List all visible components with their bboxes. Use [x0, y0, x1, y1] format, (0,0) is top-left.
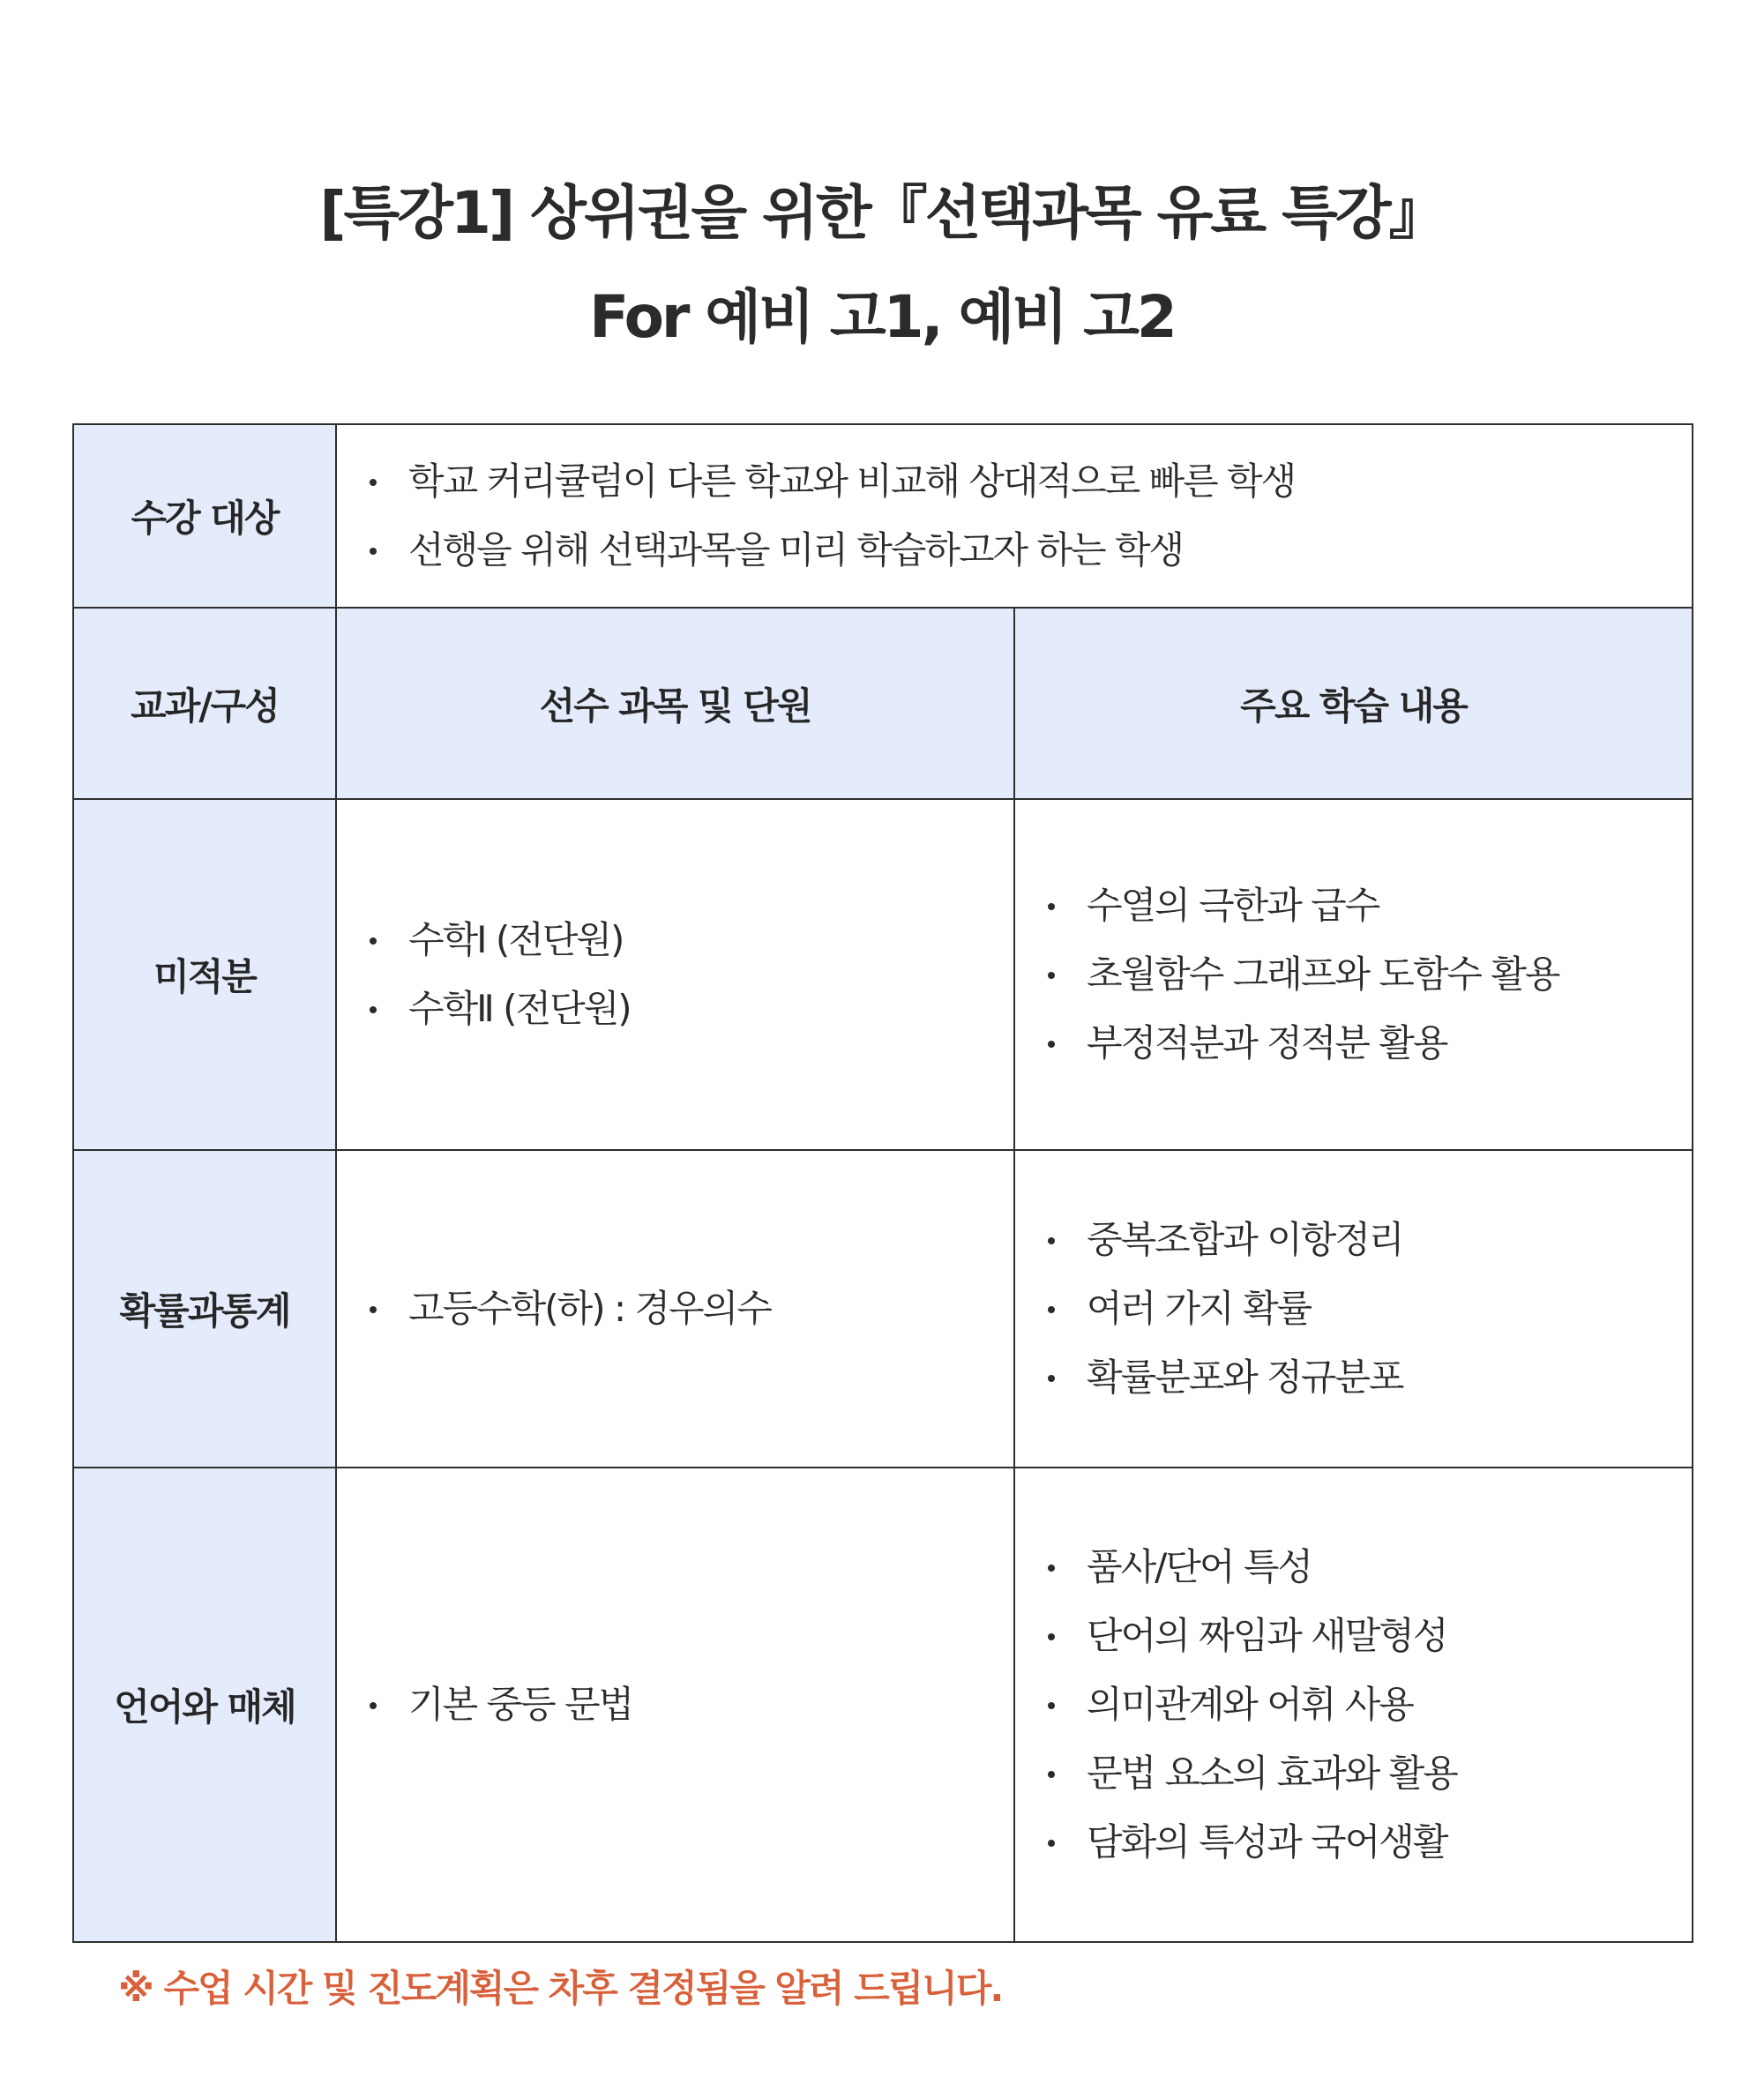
page-subtitle: For 예비 고1, 예비 고2: [589, 283, 1175, 351]
content-cell: [1014, 799, 1693, 1150]
list-item: 수학Ⅱ (전단원): [368, 975, 1013, 1043]
header-row: [73, 608, 1693, 799]
content-cell: [1014, 1150, 1693, 1468]
content-cell: [1014, 1468, 1693, 1942]
list-item: 담화의 특성과 국어생활: [1046, 1808, 1692, 1877]
list-item: 품사/단어 특성: [1046, 1533, 1692, 1602]
content-list: [1015, 1206, 1692, 1412]
page-title: [특강1] 상위권을 위한『선택과목 유료 특강』: [319, 179, 1445, 247]
list-item: 수학Ⅰ (전단원): [368, 906, 1013, 975]
header-content: 주요 학습 내용: [1014, 608, 1693, 799]
list-item: 고등수학(하) : 경우의수: [368, 1274, 1013, 1343]
list-item: 초월함수 그래프와 도함수 활용: [1046, 940, 1692, 1009]
target-row: [73, 424, 1693, 608]
target-item: 선행을 위해 선택과목을 미리 학습하고자 하는 학생: [368, 516, 1692, 585]
prerequisite-cell: [336, 799, 1014, 1150]
prerequisite-list: [337, 1274, 1013, 1343]
subject-label: 미적분: [73, 799, 336, 1150]
list-item: 의미관계와 어휘 사용: [1046, 1670, 1692, 1739]
subject-label: 언어와 매체: [73, 1468, 336, 1942]
prerequisite-list: [337, 1670, 1013, 1739]
target-item: 학교 커리큘럼이 다른 학교와 비교해 상대적으로 빠른 학생: [368, 447, 1692, 516]
target-cell: [336, 424, 1693, 608]
list-item: 수열의 극한과 급수: [1046, 871, 1692, 940]
subject-label: 확률과통계: [73, 1150, 336, 1468]
header-subject: 교과/구성: [73, 608, 336, 799]
list-item: 문법 요소의 효과와 활용: [1046, 1739, 1692, 1808]
target-list: [337, 447, 1692, 585]
list-item: 중복조합과 이항정리: [1046, 1206, 1692, 1274]
prerequisite-cell: [336, 1468, 1014, 1942]
list-item: 부정적분과 정적분 활용: [1046, 1009, 1692, 1078]
schedule-note: ※ 수업 시간 및 진도계획은 차후 결정됨을 알려 드립니다.: [118, 1967, 1003, 2010]
list-item: 기본 중등 문법: [368, 1670, 1013, 1739]
content-list: [1015, 1533, 1692, 1877]
target-label: 수강 대상: [73, 424, 336, 608]
list-item: 확률분포와 정규분포: [1046, 1343, 1692, 1412]
content-list: [1015, 871, 1692, 1078]
list-item: 단어의 짜임과 새말형성: [1046, 1602, 1692, 1670]
table-row: [73, 799, 1693, 1150]
header-prerequisite: 선수 과목 및 단원: [336, 608, 1014, 799]
prerequisite-cell: [336, 1150, 1014, 1468]
list-item: 여러 가지 확률: [1046, 1274, 1692, 1343]
table-row: [73, 1468, 1693, 1942]
course-table: [72, 423, 1693, 1943]
prerequisite-list: [337, 906, 1013, 1043]
table-row: [73, 1150, 1693, 1468]
